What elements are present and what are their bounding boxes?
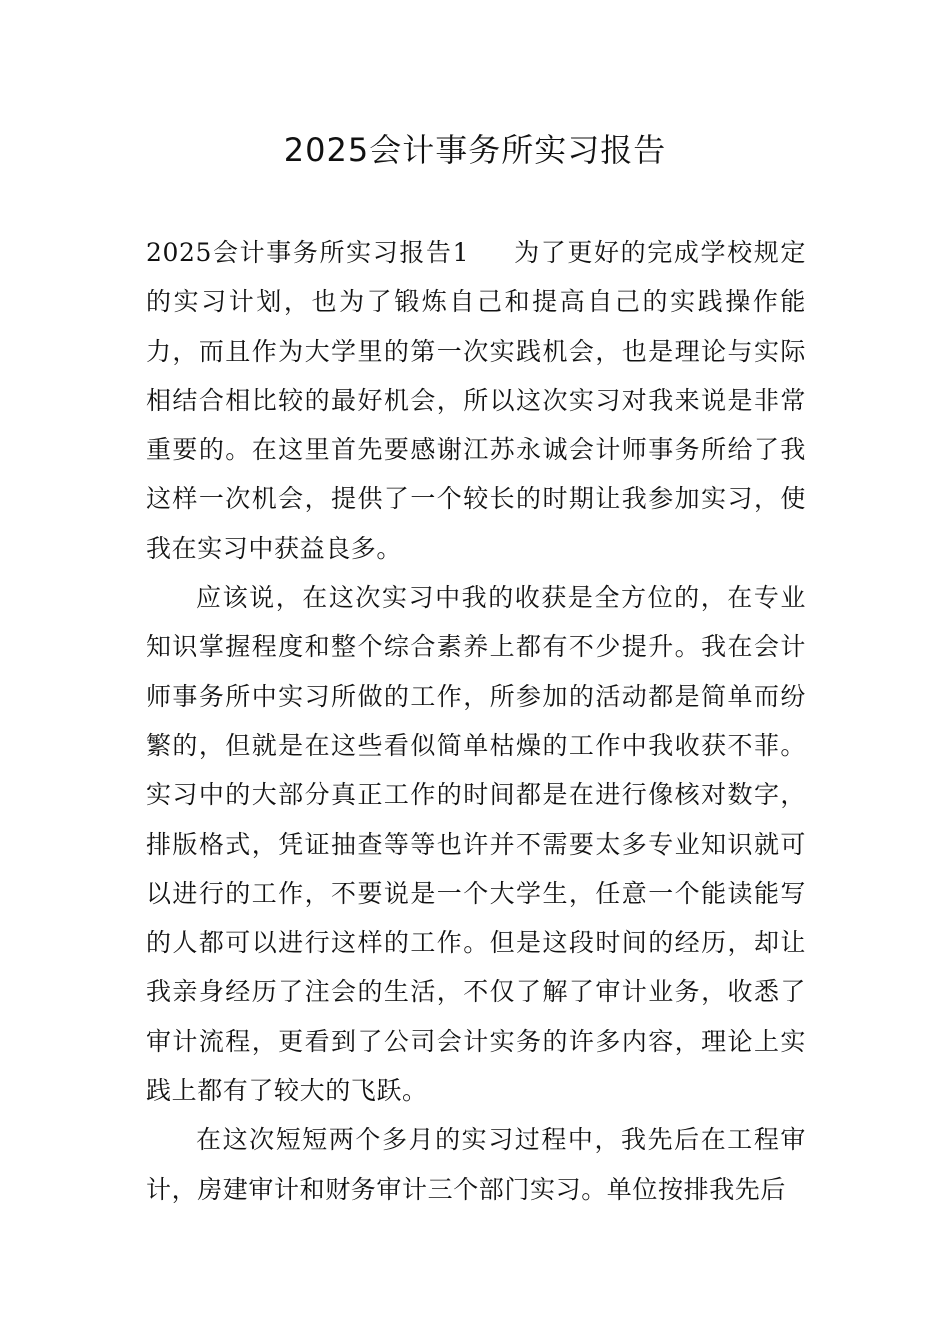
paragraph-1 [146,228,806,573]
paragraph-2: 应该说，在这次实习中我的收获是全方位的，在专业知识掌握程度和整个综合素养上都有不少提升。我在会计师事务所中实习所做的工作，所参加的活动都是简单而纷繁的，但就是在这些看似简单枯燥的工作中我收获不菲。实习中的大部分真正工作的时间都是在进行像核对数字，排版格式，凭证抽查等等也许并不需要太多专业知识就可以进行的工作，不要说是一个大学生，任意一个能读能写的人都可以进行这样的工作。但是这段时间的经历，却让我亲身经历了注会的生活，不仅了解了审计业务，收悉了审计流程，更看到了公司会计实务的许多内容，理论上实践上都有了较大的飞跃。 [146,583,806,1106]
paragraph-3: 在这次短短两个多月的实习过程中，我先后在工程审计，房建审计和财务审计三个部门实习。单位按排我先后 [146,1125,806,1204]
document-title: 2025会计事务所实习报告 [283,131,667,169]
section-heading: 2025会计事务所实习报告1 [146,238,470,267]
paragraph-1-text: 为了更好的完成学校规定的实习计划，也为了锻炼自己和提高自己的实践操作能力，而且作为大学里的第一次实践机会，也是理论与实际相结合相比较的最好机会，所以这次实习对我来说是非常重要的。在这里首先要感谢江苏永诚会计师事务所给了我这样一次机会，提供了一个较长的时期让我参加实习，使我在实习中获益良多。 [146,238,806,563]
document-body [146,228,806,1214]
